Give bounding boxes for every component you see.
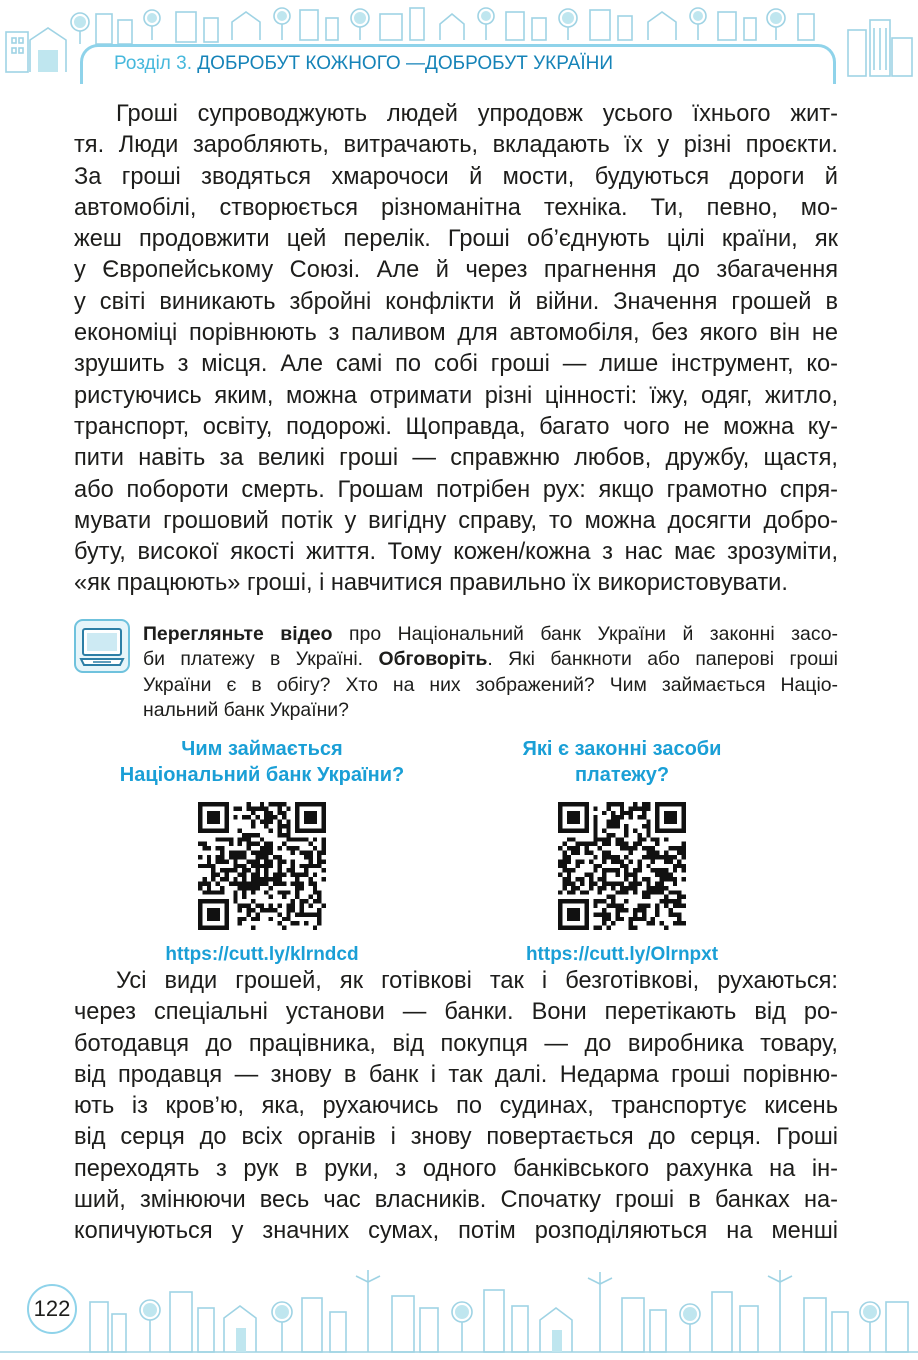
video-text-part: би платежу в Україні. — [143, 648, 379, 671]
text-line: ристуючись яким, можна отримати різні цінності: їжу, одяг, житло, — [74, 382, 838, 409]
text-line: транспорт, освіту, подорожі. Щоправда, багато чого не можна ку- — [74, 413, 838, 440]
text-line: ботодавця до працівника, від покупця — до виробника товару, — [74, 1030, 838, 1057]
video-text-line: України є в обігу? Хто на них зображений? Чим займається Націо- — [143, 673, 838, 696]
text-line: у світі виникають збройні конфлікти й війни. Значення грошей в — [74, 288, 838, 315]
text-line: у Європейському Союзі. Але й через прагнення до збагачення — [74, 257, 838, 284]
qr-code-image[interactable] — [558, 802, 686, 930]
text-line: економіці порівнюють з паливом для автомобіля, без якого він не — [74, 320, 838, 347]
qr-title-line: платежу? — [574, 764, 670, 786]
text-line: через спеціальні установи — банки. Вони перетікають від ро- — [74, 999, 838, 1026]
text-line: ють із кров’ю, яка, рухаючись по судинах, транспортує кисень — [74, 1093, 838, 1120]
page-number-badge — [27, 1284, 77, 1334]
text-line: буту, високої якості життя. Тому кожен/кожна з нас має зрозуміти, — [74, 539, 838, 566]
video-text-part: про Національний банк України й законні засо- — [332, 623, 838, 645]
text-line: мувати грошовий потік у вигідну справу, то можна досягти добро- — [74, 507, 838, 534]
video-instruction-bold: Перегляньте відео — [143, 623, 333, 645]
video-text-part: . Які банкноти або паперові гроші — [487, 648, 838, 671]
text-line: від продавця — знову в банк і так далі. Недарма гроші порівню- — [74, 1061, 838, 1088]
qr-link[interactable]: https://cutt.ly/Olrnpxt — [525, 944, 719, 965]
video-task-text — [143, 622, 838, 724]
text-line: ший, змінюючи весь час власників. Спочатку гроші в банках на- — [74, 1187, 838, 1214]
paragraph-1 — [74, 99, 838, 600]
qr-title — [452, 736, 792, 788]
qr-title — [92, 736, 432, 788]
text-line: тя. Люди заробляють, витрачають, вкладають їх у різні проєкти. — [74, 132, 838, 159]
text-line: копичуються у значних сумах, потім розподіляються на менші — [74, 1218, 838, 1245]
text-line: переходять з рук в руки, з одного банківського рахунка на ін- — [74, 1155, 838, 1182]
qr-block-payment-means — [452, 736, 792, 966]
footer-city-decoration — [0, 1262, 918, 1360]
text-line: жеш продовжити цей перелік. Гроші об’єднують цілі країни, як — [74, 226, 838, 253]
qr-link[interactable]: https://cutt.ly/klrndcd — [165, 944, 359, 965]
section-name: ДОБРОБУТ КОЖНОГО —ДОБРОБУТ УКРАЇНИ — [197, 53, 613, 74]
qr-title-line: Чим займається — [181, 738, 343, 760]
text-line: зрушить з місця. Але самі по собі гроші — лише інструмент, ко- — [74, 351, 838, 378]
text-line: від серця до всіх органів і знову повертається до серця. Гроші — [74, 1124, 838, 1151]
text-line: пити навіть за великі гроші — справжню любов, дружбу, щастя, — [74, 445, 838, 472]
video-text-line: нальний банк України? — [143, 699, 349, 722]
section-title — [114, 53, 613, 75]
text-line: або побороти смерть. Грошам потрібен рух: якщо грамотно спря- — [74, 476, 838, 503]
page-number: 122 — [33, 1296, 71, 1321]
qr-title-line: Які є законні засоби — [522, 738, 722, 760]
paragraph-2 — [74, 966, 838, 1248]
text-line: «як працюють» гроші, і навчитися правильно їх використовувати. — [74, 570, 788, 597]
qr-block-national-bank — [92, 736, 432, 966]
text-line: Гроші супроводжують людей упродовж усього їхнього жит- — [116, 101, 838, 127]
discuss-instruction-bold: Обговоріть — [378, 648, 488, 671]
monitor-icon — [73, 618, 131, 674]
text-line: автомобілі, створюється різноманітна техніка. Ти, певно, мо- — [74, 194, 838, 221]
text-line: Усі види грошей, як готівкові так і безготівкові, рухаються: — [116, 968, 838, 994]
text-line: За гроші зводяться хмарочоси й мости, будуються дороги й — [74, 163, 838, 190]
qr-code-image[interactable] — [198, 802, 326, 930]
qr-title-line: Національний банк України? — [119, 764, 405, 786]
section-prefix: Розділ 3. — [114, 53, 193, 74]
